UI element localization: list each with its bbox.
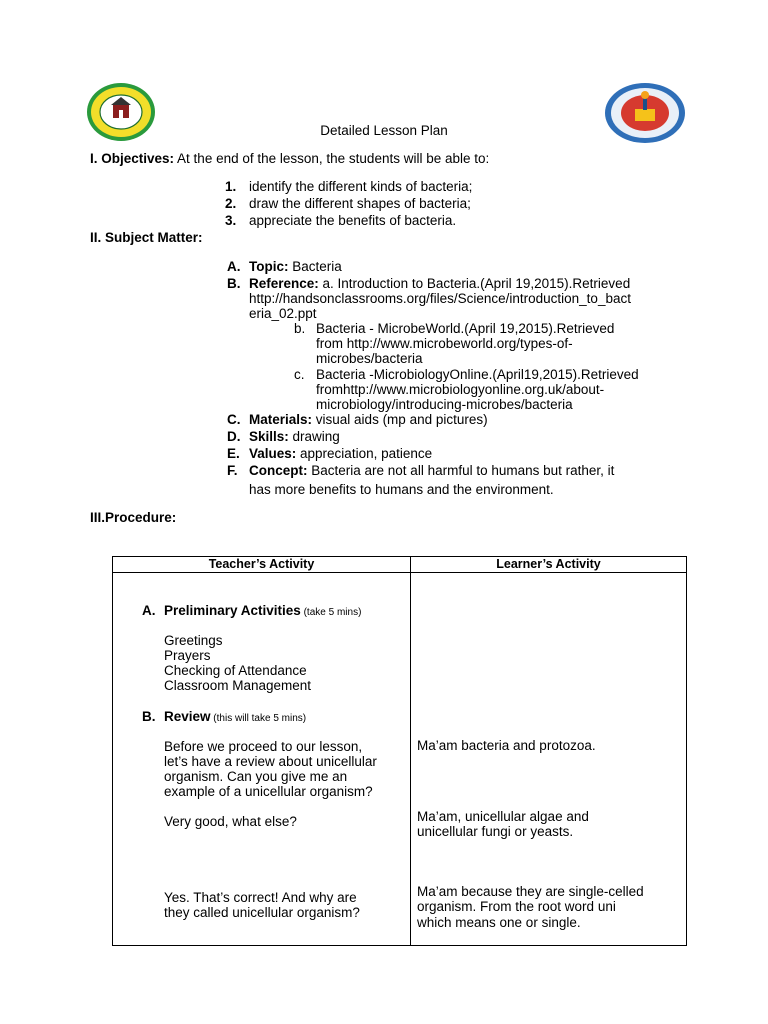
prelim-item: Classroom Management [164, 678, 312, 693]
learner-line: Ma’am because they are single-celled [417, 884, 644, 899]
teacher-line: they called unicellular organism? [164, 905, 360, 920]
objectives-line [90, 151, 489, 166]
prelim-item: Prayers [164, 648, 211, 663]
concept-label: Concept: [249, 463, 308, 478]
objective-item: identify the different kinds of bacteria; [249, 179, 473, 194]
teacher-line: Before we proceed to our lesson, [164, 739, 363, 754]
skills-label: Skills: [249, 429, 289, 444]
reference-a-text: a. Introduction to Bacteria.(April 19,2015).Retrieved [318, 276, 631, 291]
teacher-line: Very good, what else? [164, 814, 297, 829]
review-heading-line [164, 709, 306, 724]
learner-line: Ma’am, unicellular algae and [417, 809, 589, 824]
reference-line [249, 276, 630, 291]
concept-text-line2: has more benefits to humans and the environment. [249, 482, 554, 497]
values-label: Values: [249, 446, 297, 461]
skills-value: drawing [288, 429, 340, 444]
learner-line: unicellular fungi or yeasts. [417, 824, 574, 839]
objective-item: appreciate the benefits of bacteria. [249, 213, 457, 228]
reference-b-url-end: microbes/bacteria [316, 351, 423, 366]
topic-letter: A. [227, 259, 241, 274]
procedure-heading: III.Procedure: [90, 510, 177, 525]
objective-number: 3. [225, 213, 237, 228]
reference-c-url: fromhttp://www.microbiologyonline.org.uk/about- [316, 382, 605, 397]
objective-number: 1. [225, 179, 237, 194]
review-letter: B. [142, 709, 156, 724]
teacher-activity-header: Teacher’s Activity [113, 557, 411, 573]
reference-letter: B. [227, 276, 241, 291]
subject-matter-heading: II. Subject Matter: [90, 230, 203, 245]
objectives-heading: I. Objectives: [90, 151, 175, 166]
reference-c-letter: c. [294, 367, 305, 382]
reference-a-url: http://handsonclassrooms.org/files/Science/introduction_to_bact [249, 291, 631, 306]
topic-label: Topic: [249, 259, 289, 274]
topic-value: Bacteria [288, 259, 342, 274]
learner-line: organism. From the root word uni [417, 899, 616, 914]
teacher-activity-cell [113, 573, 411, 946]
materials-value: visual aids (mp and pictures) [312, 412, 488, 427]
reference-c-text: Bacteria -MicrobiologyOnline.(April19,2015).Retrieved [316, 367, 639, 382]
reference-b-letter: b. [294, 321, 306, 336]
skills-letter: D. [227, 429, 241, 444]
reference-b-url: from http://www.microbeworld.org/types-of- [316, 336, 573, 351]
reference-a-url-end: eria_02.ppt [249, 306, 317, 321]
values-line [249, 446, 432, 461]
learner-line: Ma’am bacteria and protozoa. [417, 738, 596, 753]
prelim-letter: A. [142, 603, 156, 618]
prelim-note: (take 5 mins) [300, 607, 362, 618]
reference-b-text: Bacteria - MicrobeWorld.(April 19,2015).Retrieved [316, 321, 615, 336]
materials-letter: C. [227, 412, 241, 427]
review-title: Review [164, 709, 211, 724]
topic-line [249, 259, 342, 274]
reference-c-url-end: microbiology/introducing-microbes/bacteria [316, 397, 573, 412]
learner-activity-cell [411, 573, 687, 946]
skills-line [249, 429, 340, 444]
procedure-table [112, 556, 687, 946]
materials-line [249, 412, 488, 427]
objectives-intro: At the end of the lesson, the students will be able to: [174, 151, 490, 166]
materials-label: Materials: [249, 412, 313, 427]
prelim-item: Checking of Attendance [164, 663, 307, 678]
teacher-line: example of a unicellular organism? [164, 784, 373, 799]
concept-letter: F. [227, 463, 238, 478]
teacher-line: organism. Can you give me an [164, 769, 348, 784]
values-value: appreciation, patience [296, 446, 433, 461]
concept-text: Bacteria are not all harmful to humans but rather, it [307, 463, 615, 478]
learner-line: which means one or single. [417, 915, 581, 930]
prelim-title: Preliminary Activities [164, 603, 301, 618]
values-letter: E. [227, 446, 240, 461]
learner-activity-header: Learner’s Activity [411, 557, 687, 573]
objective-number: 2. [225, 196, 237, 211]
review-note: (this will take 5 mins) [210, 713, 307, 724]
prelim-item: Greetings [164, 633, 223, 648]
objective-item: draw the different shapes of bacteria; [249, 196, 471, 211]
concept-line [249, 463, 614, 478]
document-title: Detailed Lesson Plan [320, 123, 448, 138]
prelim-heading-line [164, 603, 361, 618]
teacher-line: let’s have a review about unicellular [164, 754, 377, 769]
teacher-line: Yes. That’s correct! And why are [164, 890, 357, 905]
reference-label: Reference: [249, 276, 319, 291]
